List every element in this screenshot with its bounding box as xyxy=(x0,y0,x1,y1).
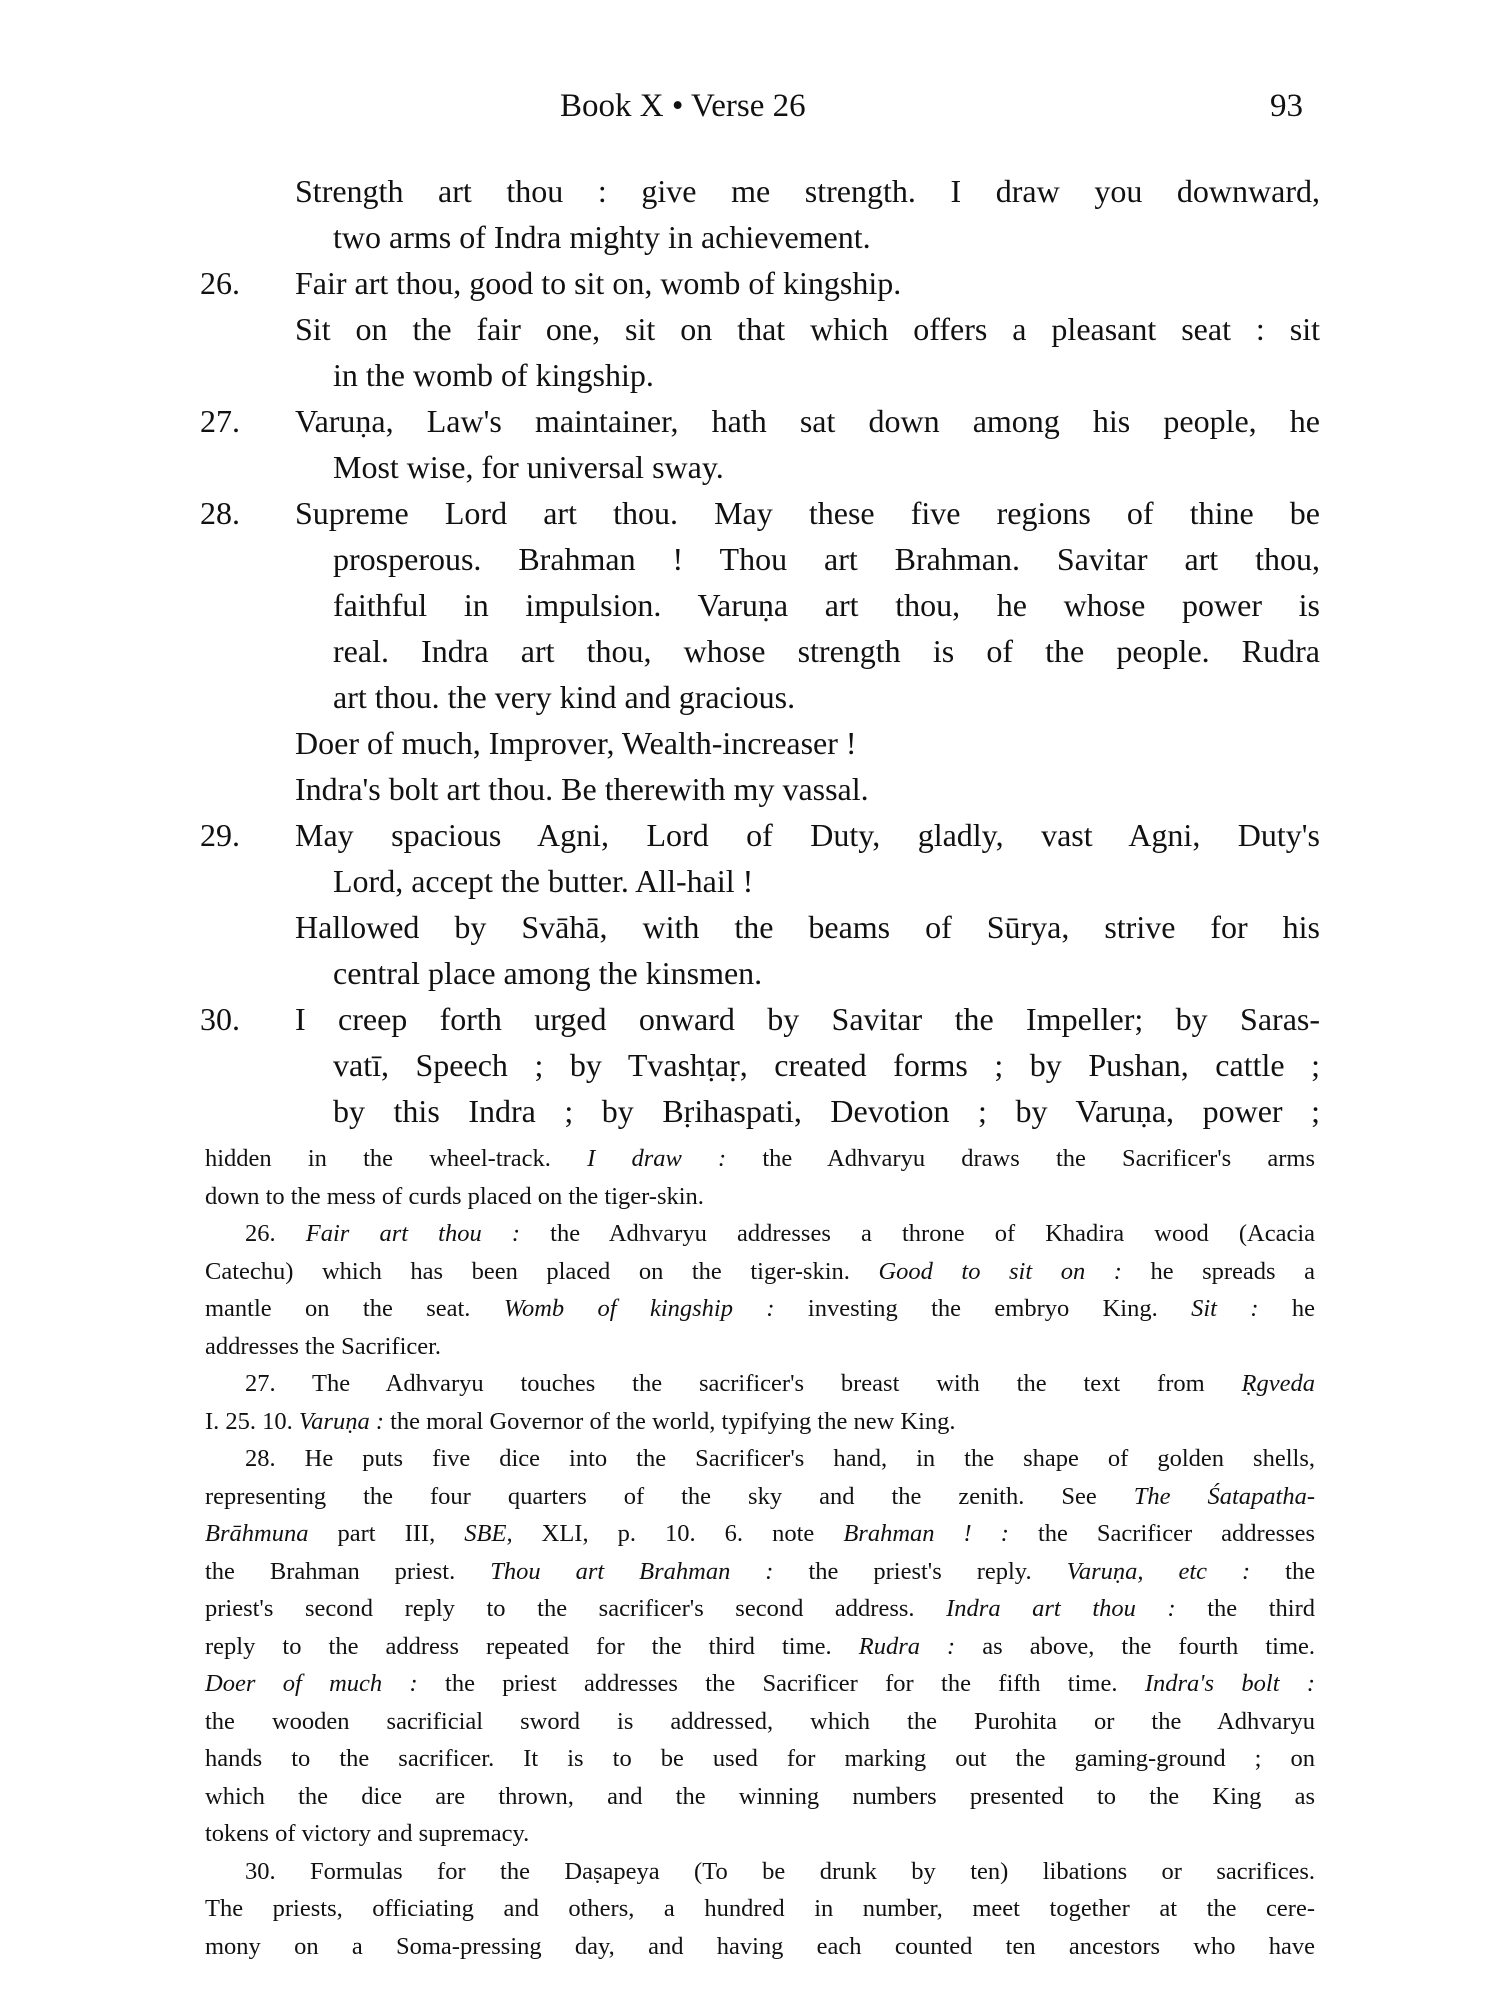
verse-line: Lord, accept the butter. All-hail ! xyxy=(333,863,754,899)
verse-line: Varuṇa, Law's maintainer, hath sat down among his people, he xyxy=(295,403,1320,439)
verse-line: May spacious Agni, Lord of Duty, gladly, vast Agni, Duty's xyxy=(295,817,1320,853)
note-line: priest's second reply to the sacrificer's second address. Indra art thou : the third xyxy=(205,1595,1316,1622)
note-30 xyxy=(205,1853,1315,1966)
note-line: 28. He puts five dice into the Sacrificer's hand, in the shape of golden shells, xyxy=(245,1445,1315,1472)
verse-number: 26. xyxy=(200,265,240,301)
verse-line: Supreme Lord art thou. May these five regions of thine be xyxy=(295,495,1320,531)
verse-25-cont xyxy=(200,168,1320,260)
note-line: reply to the address repeated for the third time. Rudra : as above, the fourth time. xyxy=(205,1632,1315,1660)
note-line: Brāhmuna part III, SBE, XLI, p. 10. 6. note Brahman ! : the Sacrificer addresses xyxy=(205,1520,1316,1547)
note-line: hidden in the wheel-track. I draw : the Adhvaryu draws the Sacrificer's arms xyxy=(205,1145,1316,1172)
verse-line: prosperous. Brahman ! Thou art Brahman. Savitar art thou, xyxy=(333,541,1320,577)
verse-line: Sit on the fair one, sit on that which offers a pleasant seat : sit xyxy=(295,311,1320,347)
verse-line: Hallowed by Svāhā, with the beams of Sūrya, strive for his xyxy=(295,909,1320,945)
note-28 xyxy=(205,1440,1315,1853)
note-line: I. 25. 10. Varuṇa : the moral Governor of the world, typifying the new King. xyxy=(205,1407,956,1435)
note-line: down to the mess of curds placed on the tiger-skin. xyxy=(205,1182,704,1210)
verse-line: Doer of much, Improver, Wealth-increaser ! xyxy=(295,725,857,761)
note-line: the wooden sacrificial sword is addressed, which the Purohita or the Adhvaryu xyxy=(205,1707,1315,1735)
note-line: tokens of victory and supremacy. xyxy=(205,1820,530,1847)
verse-line: faithful in impulsion. Varuṇa art thou, he whose power is xyxy=(333,587,1320,623)
verse-29 xyxy=(200,812,1320,996)
note-line: representing the four quarters of the sky and the zenith. See The Śatapatha- xyxy=(205,1482,1316,1510)
verse-number: 29. xyxy=(200,817,240,853)
verse-line: vatī, Speech ; by Tvashṭaṛ, created forms ; by Pushan, cattle ; xyxy=(333,1047,1320,1083)
note-line: mantle on the seat. Womb of kingship : investing the embryo King. Sit : he xyxy=(205,1295,1316,1322)
note-26 xyxy=(205,1215,1315,1365)
verse-line: Most wise, for universal sway. xyxy=(333,449,724,485)
verse-line: art thou. the very kind and gracious. xyxy=(333,679,796,715)
note-27 xyxy=(205,1365,1315,1440)
verse-line: in the womb of kingship. xyxy=(333,357,654,393)
verse-line: I creep forth urged onward by Savitar the Impeller; by Saras- xyxy=(295,1001,1320,1037)
note-line: which the dice are thrown, and the winning numbers presented to the King as xyxy=(205,1782,1315,1810)
note-line: Doer of much : the priest addresses the Sacrificer for the fifth time. Indra's bolt : xyxy=(205,1670,1315,1697)
verse-28 xyxy=(200,490,1320,812)
note-line: hands to the sacrificer. It is to be used for marking out the gaming-ground ; on xyxy=(205,1745,1315,1772)
running-head: Book X • Verse 26 xyxy=(560,88,806,124)
verse-line: real. Indra art thou, whose strength is of the people. Rudra xyxy=(333,633,1320,669)
verse-line: Fair art thou, good to sit on, womb of kingship. xyxy=(295,265,902,301)
verse-block xyxy=(200,168,1320,1134)
verse-line: Indra's bolt art thou. Be therewith my vassal. xyxy=(295,771,869,807)
verse-26 xyxy=(200,260,1320,398)
note-line: The priests, officiating and others, a hundred in number, meet together at the cere- xyxy=(205,1895,1315,1922)
verse-number: 28. xyxy=(200,495,240,531)
verse-30 xyxy=(200,996,1320,1134)
verse-27 xyxy=(200,398,1320,490)
note-line: Catechu) which has been placed on the tiger-skin. Good to sit on : he spreads a xyxy=(205,1257,1316,1285)
page-header xyxy=(0,88,1500,148)
note-line: the Brahman priest. Thou art Brahman : the priest's reply. Varuṇa, etc : the xyxy=(205,1557,1316,1585)
note-line: 30. Formulas for the Daṣapeya (To be drunk by ten) libations or sacrifices. xyxy=(245,1857,1315,1885)
verse-line: Strength art thou : give me strength. I draw you downward, xyxy=(295,173,1320,209)
page-number: 93 xyxy=(1270,88,1303,124)
verse-number: 30. xyxy=(200,1001,240,1037)
verse-line: two arms of Indra mighty in achievement. xyxy=(333,219,871,255)
note-line: 26. Fair art thou : the Adhvaryu addresses a throne of Khadira wood (Acacia xyxy=(245,1220,1316,1247)
verse-line: central place among the kinsmen. xyxy=(333,955,763,991)
note-line: mony on a Soma-pressing day, and having each counted ten ancestors who have xyxy=(205,1932,1315,1960)
note-line: 27. The Adhvaryu touches the sacrificer's breast with the text from Ṛgveda xyxy=(245,1370,1315,1397)
note-25-cont xyxy=(205,1140,1315,1215)
note-line: addresses the Sacrificer. xyxy=(205,1332,442,1360)
footnotes xyxy=(205,1140,1315,1965)
verse-number: 27. xyxy=(200,403,240,439)
verse-line: by this Indra ; by Bṛihaspati, Devotion ; by Varuṇa, power ; xyxy=(333,1093,1320,1129)
